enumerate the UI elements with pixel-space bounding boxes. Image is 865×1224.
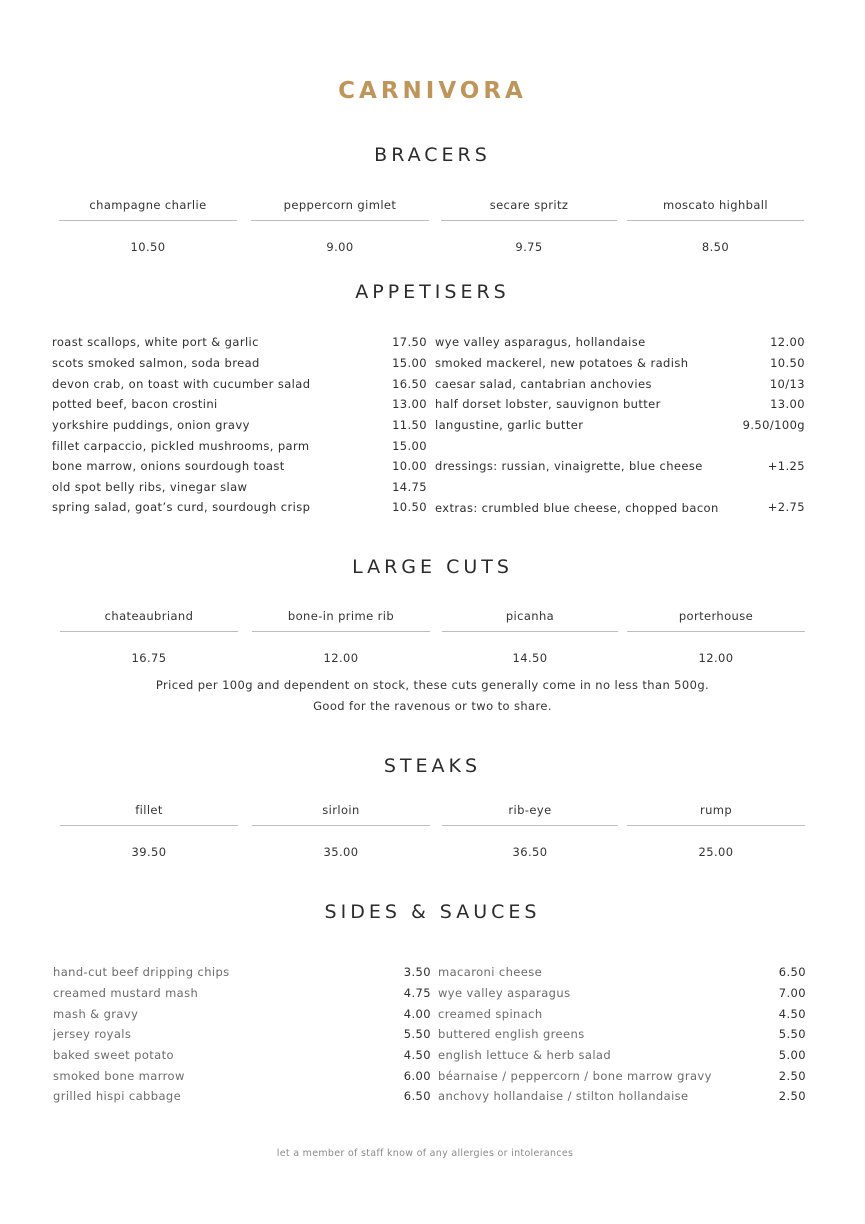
- item-name: secare spritz: [489, 198, 569, 212]
- item-name: spring salad, goat’s curd, sourdough crisp: [52, 500, 311, 514]
- large-cut-item: [442, 608, 618, 666]
- section-title-bracers: BRACERS: [374, 144, 491, 166]
- item-price: 15.00: [392, 356, 427, 370]
- divider: [252, 825, 430, 826]
- item-price: 10.50: [130, 240, 166, 254]
- side-item: [53, 1067, 431, 1085]
- item-name: scots smoked salmon, soda bread: [52, 356, 260, 370]
- large-cut-item: [252, 608, 430, 666]
- divider: [60, 825, 238, 826]
- item-price: 11.50: [392, 418, 427, 432]
- side-item: [53, 963, 431, 981]
- section-title-appetisers: APPETISERS: [355, 281, 510, 303]
- menu-item: [52, 375, 427, 393]
- item-name: extras: crumbled blue cheese, chopped bacon: [435, 501, 719, 515]
- item-name: picanha: [505, 609, 555, 623]
- large-cuts-note: Good for the ravenous or two to share.: [313, 699, 552, 713]
- item-name: rump: [699, 803, 733, 817]
- item-name: baked sweet potato: [53, 1048, 174, 1062]
- item-price: 12.00: [323, 651, 359, 665]
- menu-item: [435, 354, 805, 372]
- item-price: 14.75: [392, 480, 427, 494]
- bracer-item: [627, 197, 804, 255]
- menu-item: [52, 498, 427, 516]
- item-price: 35.00: [323, 845, 359, 859]
- item-price: 5.50: [403, 1027, 431, 1041]
- item-name: dressings: russian, vinaigrette, blue cheese: [435, 459, 703, 473]
- section-title-sides: SIDES & SAUCES: [324, 901, 541, 923]
- item-name: bone-in prime rib: [287, 609, 395, 623]
- item-price: 6.50: [403, 1089, 431, 1103]
- item-name: chateaubriand: [104, 609, 194, 623]
- item-name: moscato highball: [662, 198, 768, 212]
- item-price: 5.00: [778, 1048, 806, 1062]
- steak-item: [252, 802, 430, 860]
- item-name: smoked bone marrow: [53, 1069, 185, 1083]
- item-name: rib-eye: [508, 803, 552, 817]
- item-price: 6.50: [778, 965, 806, 979]
- item-price: 36.50: [512, 845, 548, 859]
- item-price: 5.50: [778, 1027, 806, 1041]
- item-name: devon crab, on toast with cucumber salad: [52, 377, 311, 391]
- item-price: 17.50: [392, 335, 427, 349]
- divider: [627, 825, 805, 826]
- item-name: caesar salad, cantabrian anchovies: [435, 377, 652, 391]
- divider: [252, 631, 430, 632]
- item-price: 14.50: [512, 651, 548, 665]
- item-name: wye valley asparagus: [438, 986, 571, 1000]
- item-name: yorkshire puddings, onion gravy: [52, 418, 250, 432]
- item-name: creamed spinach: [438, 1007, 543, 1021]
- item-name: creamed mustard mash: [53, 986, 199, 1000]
- item-name: fillet: [135, 803, 163, 817]
- item-price: 8.50: [701, 240, 730, 254]
- menu-item: [435, 333, 805, 351]
- item-name: langustine, garlic butter: [435, 418, 584, 432]
- bracer-item: [251, 197, 429, 255]
- item-name: english lettuce & herb salad: [438, 1048, 612, 1062]
- item-price: 10.00: [392, 459, 427, 473]
- menu-item: [435, 416, 805, 434]
- side-item: [438, 1067, 806, 1085]
- divider: [442, 825, 618, 826]
- divider: [60, 631, 238, 632]
- allergy-notice: let a member of staff know of any allergies or intolerances: [276, 1148, 574, 1159]
- steak-item: [627, 802, 805, 860]
- item-price: +1.25: [767, 459, 805, 473]
- side-item: [53, 1046, 431, 1064]
- divider: [442, 631, 618, 632]
- item-name: jersey royals: [53, 1027, 132, 1041]
- item-price: 16.75: [131, 651, 167, 665]
- item-price: +2.75: [767, 500, 805, 514]
- item-price: 9.50/100g: [742, 418, 805, 432]
- item-price: 2.50: [778, 1069, 806, 1083]
- side-item: [438, 1005, 806, 1023]
- large-cut-item: [627, 608, 805, 666]
- item-name: mash & gravy: [53, 1007, 139, 1021]
- section-title-steaks: STEAKS: [383, 755, 482, 777]
- divider: [59, 220, 237, 221]
- menu-item: [52, 478, 427, 496]
- item-name: bone marrow, onions sourdough toast: [52, 459, 285, 473]
- item-name: anchovy hollandaise / stilton hollandaise: [438, 1089, 689, 1103]
- large-cut-item: [60, 608, 238, 666]
- item-name: hand-cut beef dripping chips: [53, 965, 230, 979]
- item-name: champagne charlie: [89, 198, 207, 212]
- item-name: grilled hispi cabbage: [53, 1089, 182, 1103]
- item-name: peppercorn gimlet: [283, 198, 397, 212]
- side-item: [53, 1005, 431, 1023]
- item-name: half dorset lobster, sauvignon butter: [435, 397, 661, 411]
- item-price: 12.00: [770, 335, 805, 349]
- item-name: smoked mackerel, new potatoes & radish: [435, 356, 689, 370]
- menu-item: [52, 437, 427, 455]
- item-price: 10.50: [770, 356, 805, 370]
- item-price: 13.00: [392, 397, 427, 411]
- menu-item: [52, 395, 427, 413]
- item-name: old spot belly ribs, vinegar slaw: [52, 480, 248, 494]
- divider: [251, 220, 429, 221]
- extras-item: [435, 498, 805, 536]
- menu-item: [435, 395, 805, 413]
- item-price: 9.00: [326, 240, 354, 254]
- bracer-item: [59, 197, 237, 255]
- steak-item: [60, 802, 238, 860]
- side-item: [438, 1046, 806, 1064]
- side-item: [438, 1087, 806, 1105]
- item-price: 12.00: [698, 651, 734, 665]
- restaurant-name: CARNIVORA: [338, 78, 527, 104]
- item-price: 3.50: [403, 965, 431, 979]
- menu-item: [52, 354, 427, 372]
- item-price: 4.00: [403, 1007, 431, 1021]
- item-price: 4.75: [403, 986, 431, 1000]
- bracer-item: [441, 197, 617, 255]
- item-price: 15.00: [392, 439, 427, 453]
- item-price: 10.50: [392, 500, 427, 514]
- menu-item: [52, 333, 427, 351]
- item-price: 9.75: [515, 240, 543, 254]
- item-name: potted beef, bacon crostini: [52, 397, 218, 411]
- item-price: 39.50: [131, 845, 167, 859]
- item-price: 7.00: [778, 986, 806, 1000]
- item-name: béarnaise / peppercorn / bone marrow gravy: [438, 1069, 712, 1083]
- menu-item: [435, 375, 805, 393]
- item-name: sirloin: [322, 803, 360, 817]
- menu-item: [52, 416, 427, 434]
- item-name: wye valley asparagus, hollandaise: [435, 335, 646, 349]
- item-price: 4.50: [403, 1048, 431, 1062]
- item-name: roast scallops, white port & garlic: [52, 335, 259, 349]
- item-name: buttered english greens: [438, 1027, 585, 1041]
- side-item: [438, 1025, 806, 1043]
- divider: [441, 220, 617, 221]
- menu-item: [52, 457, 427, 475]
- divider: [627, 631, 805, 632]
- section-title-large-cuts: LARGE CUTS: [352, 556, 513, 578]
- steak-item: [442, 802, 618, 860]
- side-item: [438, 984, 806, 1002]
- item-name: porterhouse: [678, 609, 754, 623]
- item-price: 13.00: [770, 397, 805, 411]
- item-price: 10/13: [769, 377, 805, 391]
- item-price: 25.00: [698, 845, 734, 859]
- large-cuts-note: Priced per 100g and dependent on stock, these cuts generally come in no less than 500g.: [155, 678, 710, 692]
- side-item: [438, 963, 806, 981]
- divider: [627, 220, 804, 221]
- item-name: macaroni cheese: [438, 965, 543, 979]
- side-item: [53, 1087, 431, 1105]
- item-name: fillet carpaccio, pickled mushrooms, parm: [52, 439, 310, 453]
- side-item: [53, 984, 431, 1002]
- side-item: [53, 1025, 431, 1043]
- item-price: 6.00: [403, 1069, 431, 1083]
- item-price: 4.50: [778, 1007, 806, 1021]
- dressings-item: [435, 457, 805, 475]
- item-price: 16.50: [392, 377, 427, 391]
- item-price: 2.50: [778, 1089, 806, 1103]
